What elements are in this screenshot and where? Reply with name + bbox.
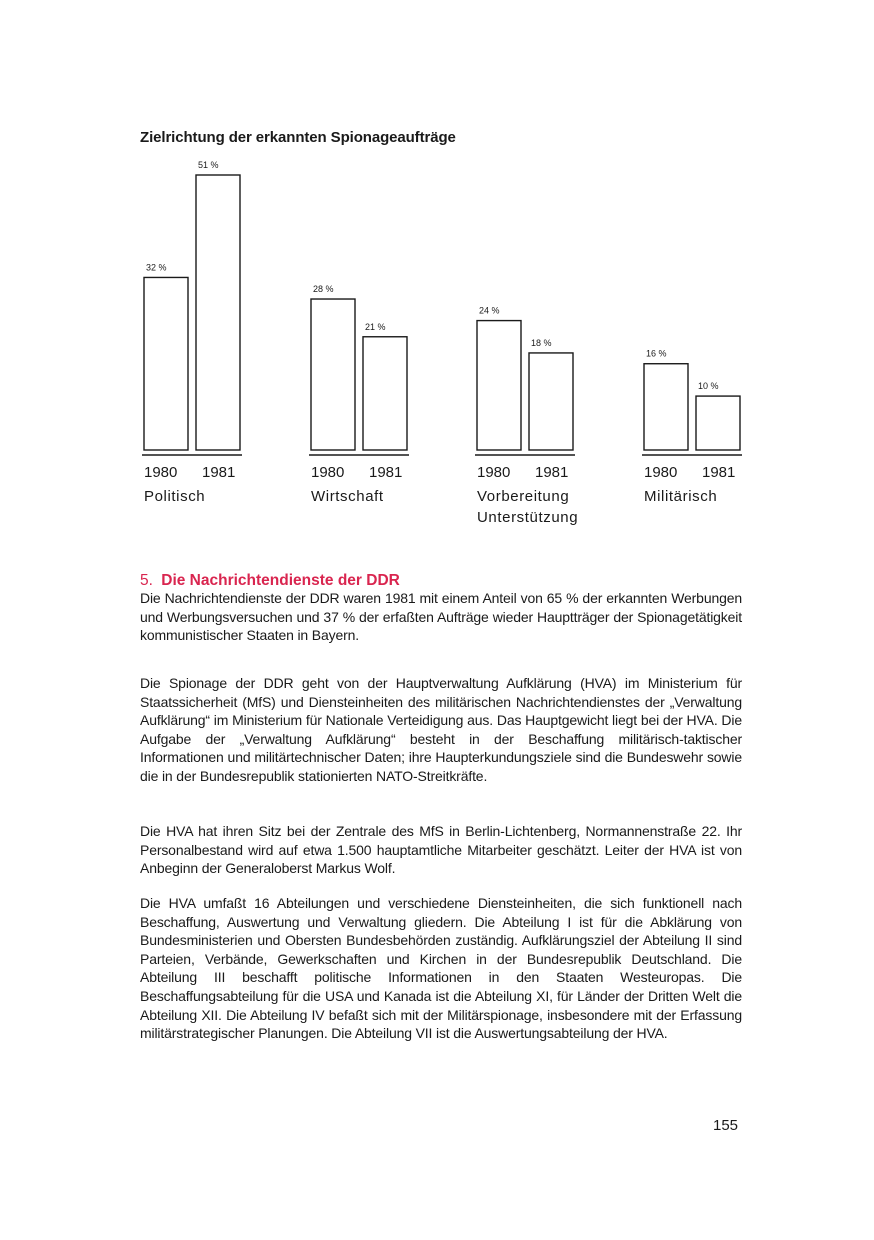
paragraph-2: Die Spionage der DDR geht von der Hauptverwaltung Aufklärung (HVA) im Ministerium für Staatssicherheit (MfS) und Diensteinheiten des militärischen Nachrichtendienstes der „Verwaltung Aufklärung“ im Ministerium für Nationale Verteidigung aus. Das Hauptgewicht liegt bei der HVA. Die Aufgabe der „Verwaltung Aufklärung“ besteht in der Beschaffung militärisch-taktischer Informationen und militärtechnischer Daten; ihre Haupterkundungsziele sind die Bundeswehr sowie die in der Bundesrepublik stationierten NATO-Streitkräfte. bbox=[140, 675, 742, 784]
year-label: 1980 bbox=[644, 464, 678, 481]
chart-title: Zielrichtung der erkannten Spionageaufträge bbox=[140, 129, 456, 146]
bar-chart bbox=[0, 0, 874, 540]
year-label: 1981 bbox=[202, 464, 236, 481]
paragraph-3: Die HVA hat ihren Sitz bei der Zentrale des MfS in Berlin-Lichtenberg, Normannenstraße 22. Ihr Personalbestand wird auf etwa 1.500 hauptamtliche Mitarbeiter geschätzt. Leiter der HVA ist von Anbeginn der Generaloberst Markus Wolf. bbox=[140, 823, 742, 877]
year-label: 1980 bbox=[477, 464, 511, 481]
year-label: 1981 bbox=[369, 464, 403, 481]
section-heading bbox=[140, 572, 400, 590]
year-label: 1980 bbox=[144, 464, 178, 481]
bar-wirtschaft-1980 bbox=[311, 299, 355, 450]
bar-vorbereitung-1981 bbox=[529, 353, 573, 450]
page-number: 155 bbox=[713, 1117, 739, 1134]
paragraph-4: Die HVA umfaßt 16 Abteilungen und verschiedene Diensteinheiten, die sich funktionell nach Beschaffung, Auswertung und Verwaltung gliedern. Die Abteilung I ist für die Abklärung von Bundesministerien und Obersten Bundesbehörden zuständig. Aufklärungsziel der Abteilung II sind Parteien, Verbände, Gewerkschaften und Kirchen in der Bundesrepublik Deutschland. Die Abteilung III beschafft politische Informationen in den Staaten Westeuropas. Die Beschaffungsabteilung für die USA und Kanada ist die Abteilung XI, für Länder der Dritten Welt die Abteilung XII. Die Abteilung IV befaßt sich mit der Militärspionage, insbesondere mit der Erfassung militärstrategischer Planungen. Die Abteilung VII ist die Auswertungsabteilung der HVA. bbox=[140, 895, 742, 1042]
bar-politisch-1981 bbox=[196, 175, 240, 450]
bar-value-label: 21 % bbox=[365, 321, 386, 332]
category-label-line2: Unterstützung bbox=[477, 509, 579, 526]
bar-value-label: 18 % bbox=[531, 337, 552, 348]
category-label: Wirtschaft bbox=[311, 488, 384, 505]
section-number: 5. bbox=[140, 572, 153, 589]
year-label: 1980 bbox=[311, 464, 345, 481]
bar-value-label: 28 % bbox=[313, 284, 334, 295]
bar-value-label: 32 % bbox=[146, 262, 167, 273]
year-label: 1981 bbox=[702, 464, 736, 481]
bar-politisch-1980 bbox=[144, 277, 188, 450]
bar-value-label: 51 % bbox=[198, 160, 219, 170]
category-label: Politisch bbox=[144, 488, 206, 505]
bar-vorbereitung-1980 bbox=[477, 321, 521, 450]
category-label: Militärisch bbox=[644, 488, 718, 505]
bar-militärisch-1981 bbox=[696, 396, 740, 450]
category-label: Vorbereitung bbox=[477, 488, 570, 505]
year-label: 1981 bbox=[535, 464, 569, 481]
bar-wirtschaft-1981 bbox=[363, 337, 407, 450]
bar-value-label: 24 % bbox=[479, 305, 500, 316]
bar-value-label: 10 % bbox=[698, 381, 719, 392]
bar-militärisch-1980 bbox=[644, 364, 688, 450]
bar-value-label: 16 % bbox=[646, 348, 667, 359]
section-title: Die Nachrichtendienste der DDR bbox=[161, 572, 400, 589]
paragraph-1: Die Nachrichtendienste der DDR waren 1981 mit einem Anteil von 65 % der erkannten Werbungen und Werbungsversuchen und 37 % der erfaßten Aufträge wieder Hauptträger der Spionagetätigkeit kommunistischer Staaten in Bayern. bbox=[140, 590, 742, 644]
